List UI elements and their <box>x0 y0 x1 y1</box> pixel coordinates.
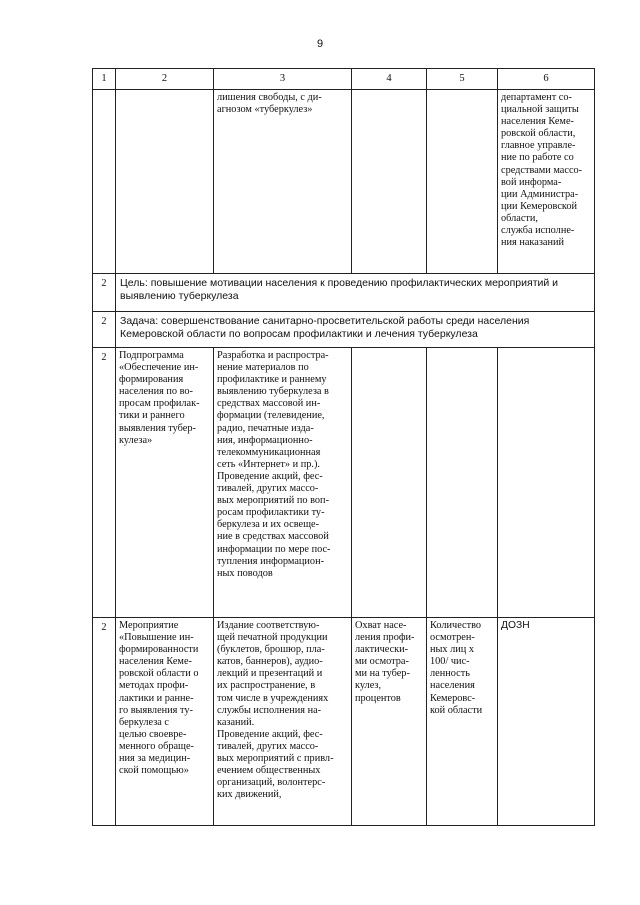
page-number: 9 <box>316 38 324 50</box>
cell-row-number: 2 <box>93 312 116 348</box>
table-row-goal <box>93 274 595 312</box>
event-description: Издание соответствую- щей печатной продукции (буклетов, брошюр, пла- катов, баннеров), аудио- лекций и презентаций и их распространение, в том числе в учреждениях службы исполнения на- казаний. Проведение акций, фес- тивалей, других массо- вых мероприятий с привл- ечением общественных организаций, волонтерс- ких движений, <box>214 618 352 826</box>
cell-empty <box>427 348 498 618</box>
header-col-1: 1 <box>93 69 116 90</box>
table-row-subprogram <box>93 348 595 618</box>
table-row-continuation <box>93 90 595 274</box>
goal-text: Цель: повышение мотивации населения к проведению профилактических мероприятий и выявлению туберкулеза <box>116 274 595 312</box>
cell-continuation-text: лишения свободы, с ди- агнозом «туберкулез» <box>214 90 352 274</box>
cell-row-number: 2 <box>93 348 116 618</box>
cell-empty <box>116 90 214 274</box>
event-title: Мероприятие «Повышение ин- формированности населения Кеме- ровской области о методах профи- лактики и ранне- го выявления ту- беркулеза с целью своевре- менного обраще- ния за медицин- ской помощью» <box>116 618 214 826</box>
event-formula: Количество осмотрен- ных лиц х 100/ чис- ленность населения Кемеровс- кой области <box>427 618 498 826</box>
header-col-3: 3 <box>214 69 352 90</box>
event-indicator: Охват насе- ления профи- лактически- ми осмотра- ми на тубер- кулез, процентов <box>352 618 427 826</box>
cell-empty <box>352 348 427 618</box>
program-table <box>92 68 595 826</box>
table-row-task <box>93 312 595 348</box>
event-responsible: ДОЗН <box>498 618 595 826</box>
header-row <box>93 69 595 90</box>
header-col-2: 2 <box>116 69 214 90</box>
header-col-5: 5 <box>427 69 498 90</box>
cell-row-number: 2 <box>93 618 116 826</box>
cell-responsible: департамент со- циальной защиты населения Кеме- ровской области, главное управле- ние по работе со средствами массо- вой информа- ции Администра- ции Кемеровской области, служба исполне- ния наказаний <box>498 90 595 274</box>
cell-empty <box>352 90 427 274</box>
table-row-event <box>93 618 595 826</box>
cell-empty <box>93 90 116 274</box>
subprogram-title: Подпрограмма «Обеспечение ин- формирования населения по во- просам профилак- тики и раннего выявления тубер- кулеза» <box>116 348 214 618</box>
header-col-6: 6 <box>498 69 595 90</box>
subprogram-description: Разработка и распростра- нение материалов по профилактике и раннему выявлению туберкулеза в средствах массовой ин- формации (телевидение, радио, печатные изда- ния, информационно- телекоммуникационная сеть «Интернет» и пр.). Проведение акций, фес- тивалей, других массо- вых мероприятий по воп- росам профилактики ту- беркулеза и их освеще- ние в средствах массовой информации по мере пос- тупления информацион- ных поводов <box>214 348 352 618</box>
header-col-4: 4 <box>352 69 427 90</box>
cell-row-number: 2 <box>93 274 116 312</box>
task-text: Задача: совершенствование санитарно-просветительской работы среди населения Кемеровской области по вопросам профилактики и лечения туберкулеза <box>116 312 595 348</box>
cell-empty <box>427 90 498 274</box>
cell-empty <box>498 348 595 618</box>
